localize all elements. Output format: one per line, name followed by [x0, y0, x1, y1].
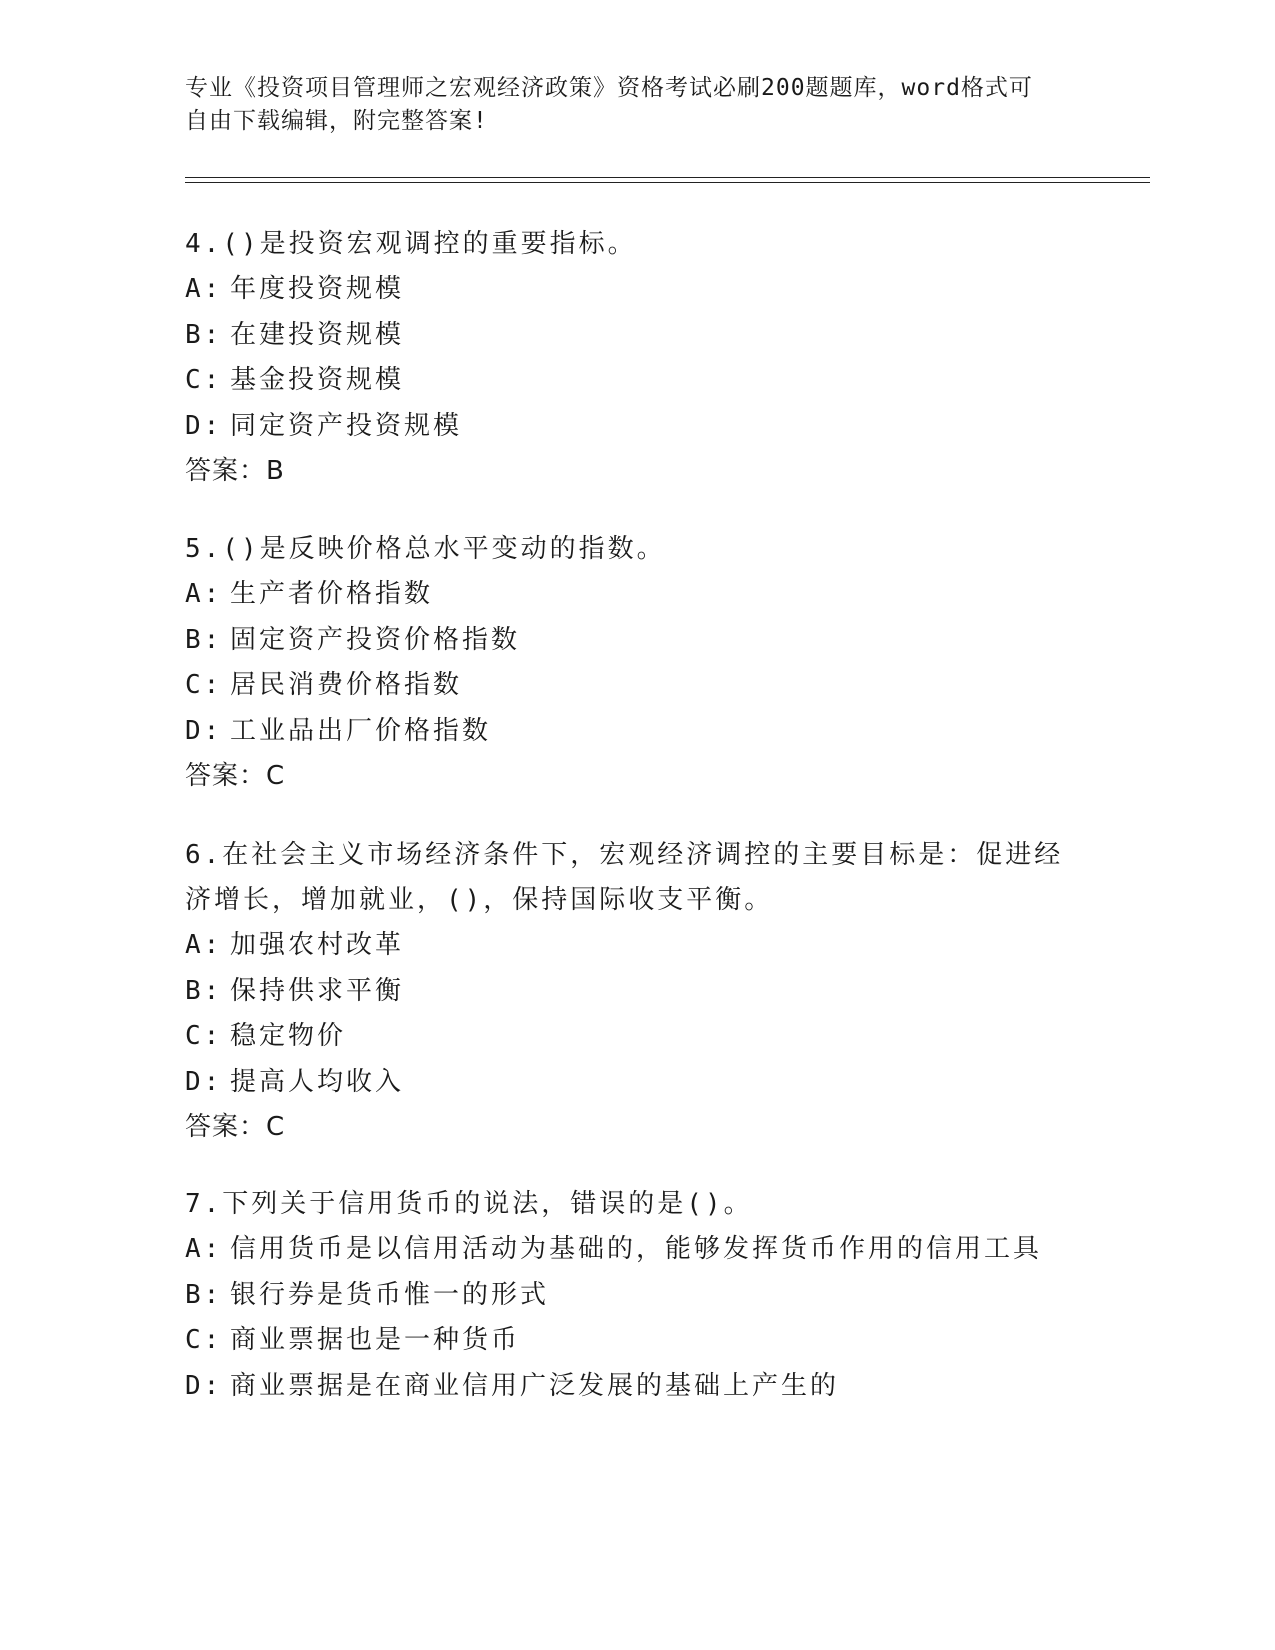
option-b [185, 618, 1085, 664]
option-key: D: [185, 410, 223, 441]
option-text: 稳定物价 [230, 1021, 347, 1051]
option-key: B: [185, 319, 223, 350]
option-c [185, 663, 1085, 709]
option-a [185, 572, 1085, 618]
option-text: 年度投资规模 [230, 274, 405, 304]
option-text: 商业票据是在商业信用广泛发展的基础上产生的 [230, 1370, 840, 1401]
option-key: C: [185, 670, 223, 700]
option-d [185, 709, 1085, 755]
option-text: 生产者价格指数 [230, 579, 434, 609]
option-d [185, 404, 1085, 450]
option-text: 工业品出厂价格指数 [230, 715, 492, 746]
option-text: 银行券是货币惟一的形式 [230, 1279, 550, 1310]
option-text: 信用货币是以信用活动为基础的，能够发挥货币作用的信用工具 [230, 1234, 1043, 1264]
question-4 [185, 222, 1085, 494]
option-text: 基金投资规模 [230, 365, 405, 395]
question-7 [185, 1182, 1085, 1409]
option-key: B: [185, 975, 223, 1006]
option-d [185, 1364, 1085, 1410]
option-key: D: [185, 1370, 223, 1401]
option-text: 商业票据也是一种货币 [230, 1325, 521, 1355]
answer-text: 答案：C [185, 761, 286, 791]
option-key: C: [185, 365, 223, 395]
option-key: A: [185, 579, 223, 609]
question-6 [185, 833, 1085, 1150]
option-text: 保持供求平衡 [230, 975, 405, 1006]
header-divider-bottom [185, 182, 1150, 183]
option-text: 在建投资规模 [230, 319, 405, 350]
header-divider-top [185, 177, 1150, 178]
answer-text: 答案：C [185, 1112, 286, 1142]
question-text: 4.()是投资宏观调控的重要指标。 [185, 229, 637, 259]
option-key: D: [185, 715, 223, 746]
option-key: A: [185, 274, 223, 304]
option-a [185, 923, 1085, 969]
option-c [185, 358, 1085, 404]
question-text-line-1: 6.在社会主义市场经济条件下，宏观经济调控的主要目标是：促进经 [185, 840, 1064, 870]
option-text: 加强农村改革 [230, 930, 405, 960]
answer-text: 答案：B [185, 456, 285, 486]
option-key: A: [185, 1234, 223, 1264]
option-b [185, 1273, 1085, 1319]
option-key: C: [185, 1325, 223, 1355]
option-a [185, 1227, 1085, 1273]
option-key: D: [185, 1066, 223, 1097]
question-5 [185, 527, 1085, 799]
option-key: A: [185, 930, 223, 960]
option-text: 提高人均收入 [230, 1066, 405, 1097]
option-key: B: [185, 624, 223, 655]
option-text: 居民消费价格指数 [230, 670, 463, 700]
option-text: 同定资产投资规模 [230, 410, 463, 441]
document-header [185, 72, 1065, 138]
option-c [185, 1318, 1085, 1364]
option-text: 固定资产投资价格指数 [230, 624, 521, 655]
question-text: 7.下列关于信用货币的说法，错误的是()。 [185, 1189, 753, 1219]
option-b [185, 313, 1085, 359]
option-b [185, 969, 1085, 1015]
option-a [185, 267, 1085, 313]
option-d [185, 1060, 1085, 1106]
question-text-line-2: 济增长，增加就业，()，保持国际收支平衡。 [185, 885, 774, 915]
header-line-2: 自由下载编辑，附完整答案! [185, 108, 488, 134]
header-line-1: 专业《投资项目管理师之宏观经济政策》资格考试必刷200题题库，word格式可 [185, 75, 1033, 101]
option-key: B: [185, 1279, 223, 1310]
question-text: 5.()是反映价格总水平变动的指数。 [185, 534, 666, 564]
option-key: C: [185, 1021, 223, 1051]
option-c [185, 1014, 1085, 1060]
